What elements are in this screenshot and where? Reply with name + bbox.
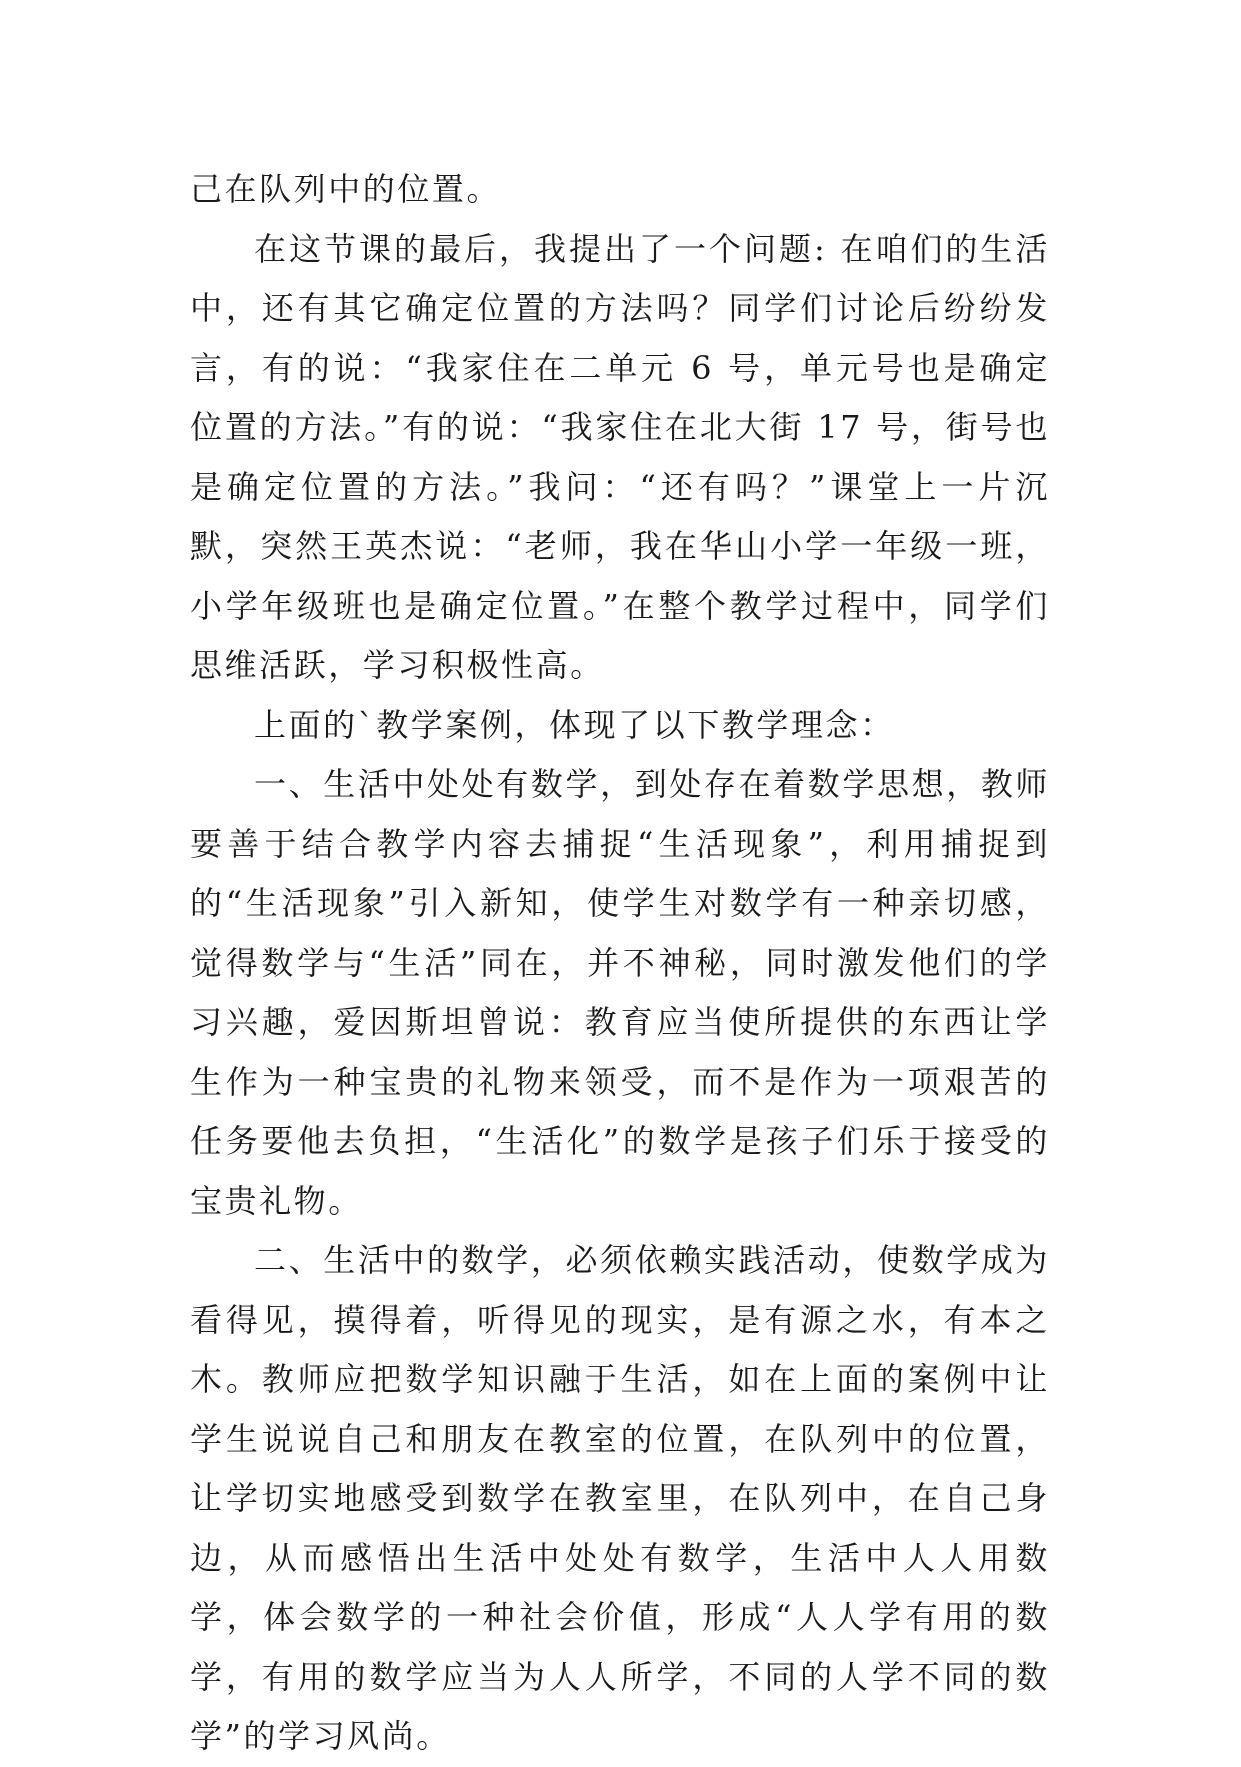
- paragraph-concept-one: 一、生活中处处有数学，到处存在着数学思想，教师要善于结合教学内容去捕捉“生活现象”，利用捕捉到的“生活现象”引入新知，使学生对数学有一种亲切感，觉得数学与“生活”同在，并不神秘，同时激发他们的学习兴趣，爱因斯坦曾说：教育应当使所提供的东西让学生作为一种宝贵的礼物来领受，而不是作为一项艰苦的任务要他去负担，“生活化”的数学是孩子们乐于接受的宝贵礼物。: [190, 765, 1050, 1220]
- body-text: [190, 160, 1050, 1767]
- paragraph-continuation: 己在队列中的位置。: [190, 170, 502, 208]
- paragraph-concept-two: 二、生活中的数学，必须依赖实践活动，使数学成为看得见，摸得着，听得见的现实，是有源之水，有本之木。教师应把数学知识融于生活，如在上面的案例中让学生说说自己和朋友在教室的位置，在队列中的位置，让学切实地感受到数学在教室里，在队列中，在自己身边，从而感悟出生活中处处有数学，生活中人人用数学，体会数学的一种社会价值，形成“人人学有用的数学，有用的数学应当为人人所学，不同的人学不同的数学”的学习风尚。: [190, 1241, 1050, 1755]
- paragraph-class-ending: 在这节课的最后，我提出了一个问题: 在咱们的生活中，还有其它确定位置的方法吗？同学们讨论后纷纷发言，有的说：“我家住在二单元 6 号，单元号也是确定位置的方法。”有的说：“我家住在北大街 17 号，街号也是确定位置的方法。”我问：“还有吗？”课堂上一片沉默，突然王英杰说：“老师，我在华山小学一年级一班，小学年级班也是确定位置。”在整个教学过程中，同学们思维活跃，学习积极性高。: [190, 229, 1050, 684]
- paragraph-teaching-concepts-intro: 上面的`教学案例，体现了以下教学理念：: [254, 705, 895, 744]
